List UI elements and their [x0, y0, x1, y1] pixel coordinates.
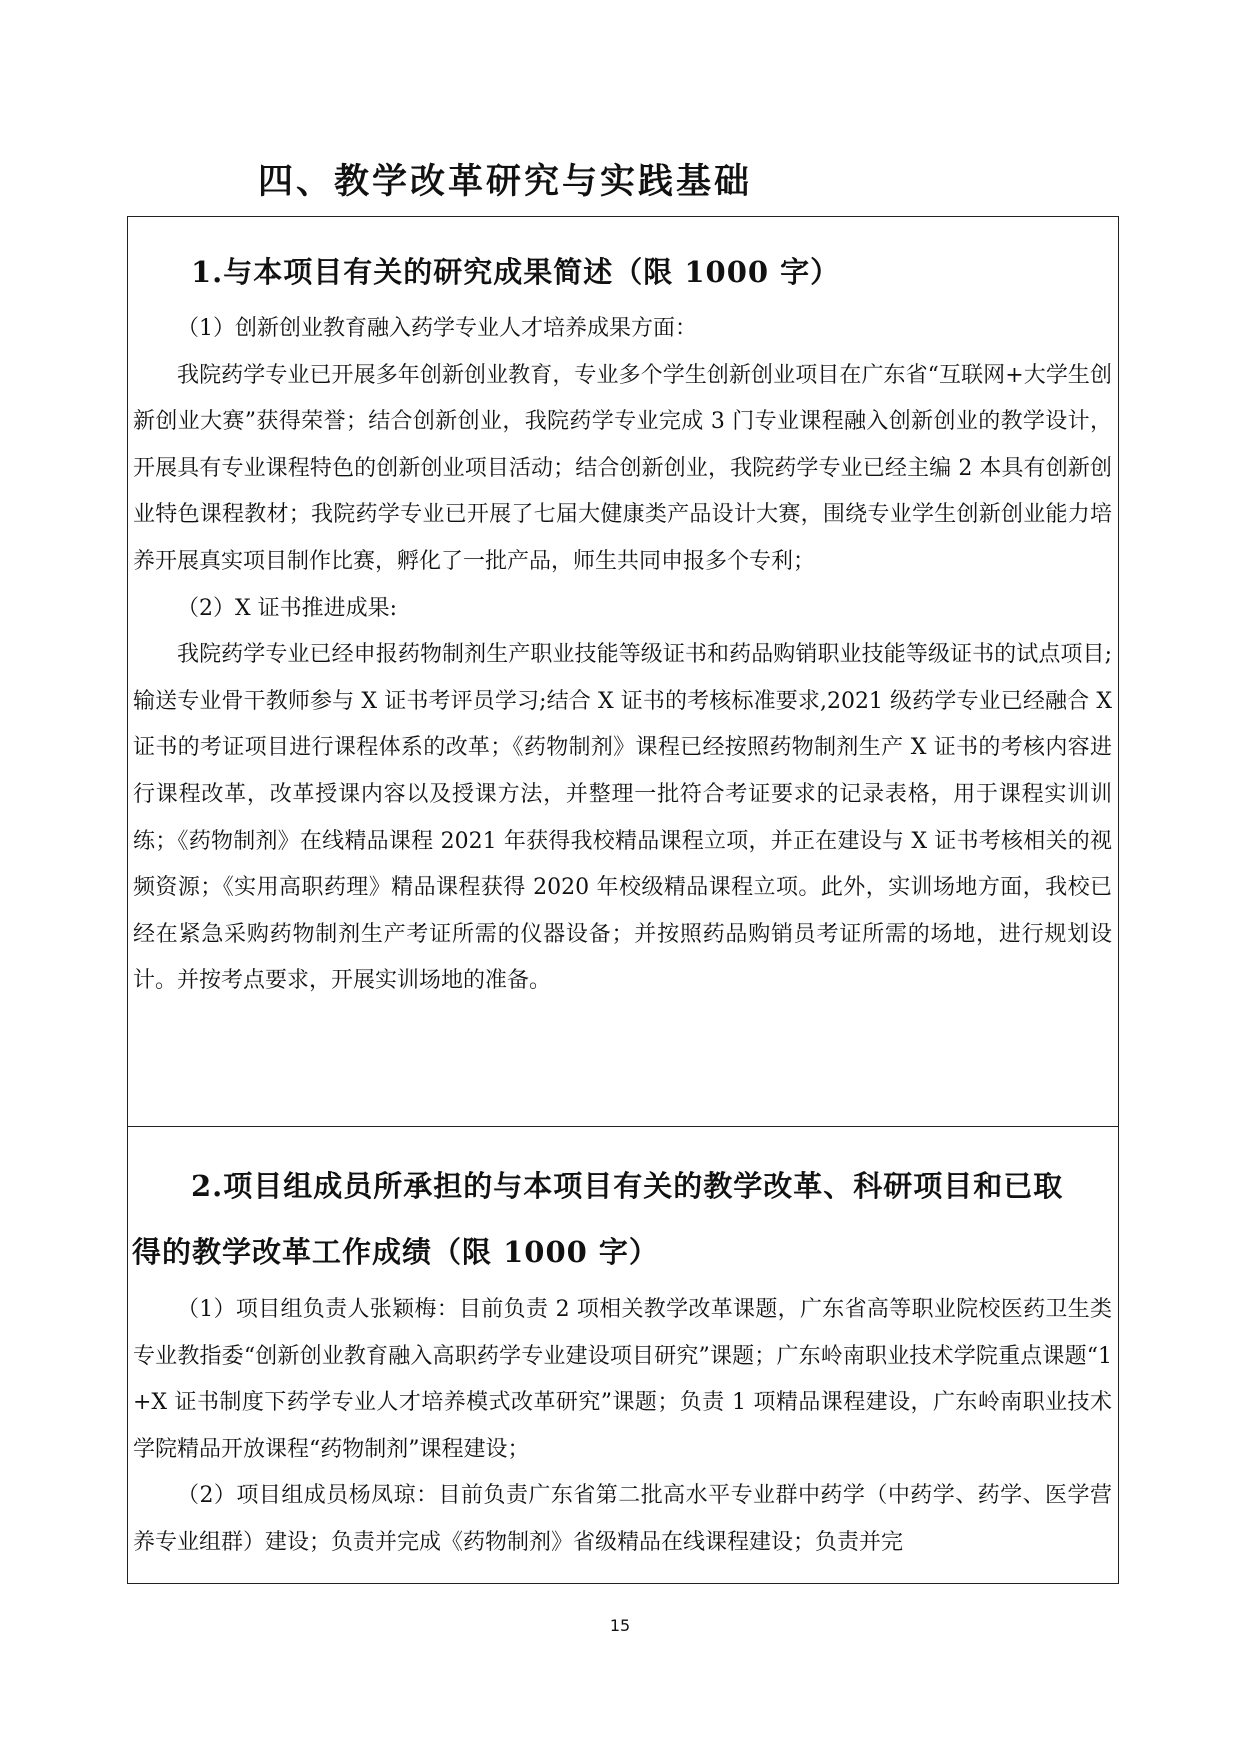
paragraph: 我院药学专业已经申报药物制剂生产职业技能等级证书和药品购销职业技能等级证书的试点项目;输送专业骨干教师参与 X 证书考评员学习;结合 X 证书的考核标准要求,2021 级药学专业已经融合 X 证书的考证项目进行课程体系的改革；《药物制剂》课程已经按照药物制剂生产 X 证书的考核内容进行课程改革，改革授课内容以及授课方法，并整理一批符合考证要求的记录表格，用于课程实训训练；《药物制剂》在线精品课程 2021 年获得我校精品课程立项，并正在建设与 X 证书考核相关的视频资源；《实用高职药理》精品课程获得 2020 年校级精品课程立项。此外，实训场地方面，我校已经在紧急采购药物制剂生产考证所需的仪器设备；并按照药品购销员考证所需的场地，进行规划设计。并按考点要求，开展实训场地的准备。	[133, 642, 1112, 994]
section-1-body	[128, 297, 1118, 1005]
paragraph: （1）项目组负责人张颖梅：目前负责 2 项相关教学改革课题，广东省高等职业院校医药卫生类专业教指委“创新创业教育融入高职药学专业建设项目研究”课题；广东岭南职业技术学院重点课题“1+X 证书制度下药学专业人才培养模式改革研究”课题；负责 1 项精品课程建设，广东岭南职业技术学院精品开放课程“药物制剂”课程建设；	[133, 1297, 1112, 1462]
form-table	[127, 216, 1119, 1584]
section-2-body	[128, 1285, 1118, 1567]
paragraph: （2）项目组成员杨凤琼：目前负责广东省第二批高水平专业群中药学（中药学、药学、医学营养专业组群）建设；负责并完成《药物制剂》省级精品在线课程建设；负责并完	[133, 1483, 1112, 1555]
section-1-title: 1.与本项目有关的研究成果简述（限 1000 字）	[191, 255, 841, 289]
page-number: 15	[609, 1616, 631, 1635]
paragraph: （2）X 证书推进成果:	[177, 595, 398, 621]
section-2-title	[128, 1127, 1118, 1285]
section-team-projects	[128, 1127, 1118, 1583]
section-2-title-line-1: 2.项目组成员所承担的与本项目有关的教学改革、科研项目和已取	[191, 1169, 1064, 1203]
section-2-title-line-2: 得的教学改革工作成绩（限 1000 字）	[132, 1235, 659, 1269]
paragraph: （1）创新创业教育融入药学专业人才培养成果方面：	[177, 316, 697, 341]
section-research-results	[128, 217, 1118, 1127]
paragraph: 我院药学专业已开展多年创新创业教育，专业多个学生创新创业项目在广东省“互联网+大学生创新创业大赛”获得荣誉；结合创新创业，我院药学专业完成 3 门专业课程融入创新创业的教学设计，开展具有专业课程特色的创新创业项目活动；结合创新创业，我院药学专业已经主编 2 本具有创新创业特色课程教材；我院药学专业已开展了七届大健康类产品设计大赛，围绕专业学生创新创业能力培养开展真实项目制作比赛，孵化了一批产品，师生共同申报多个专利；	[133, 362, 1112, 574]
page-heading: 四、教学改革研究与实践基础	[258, 161, 753, 202]
